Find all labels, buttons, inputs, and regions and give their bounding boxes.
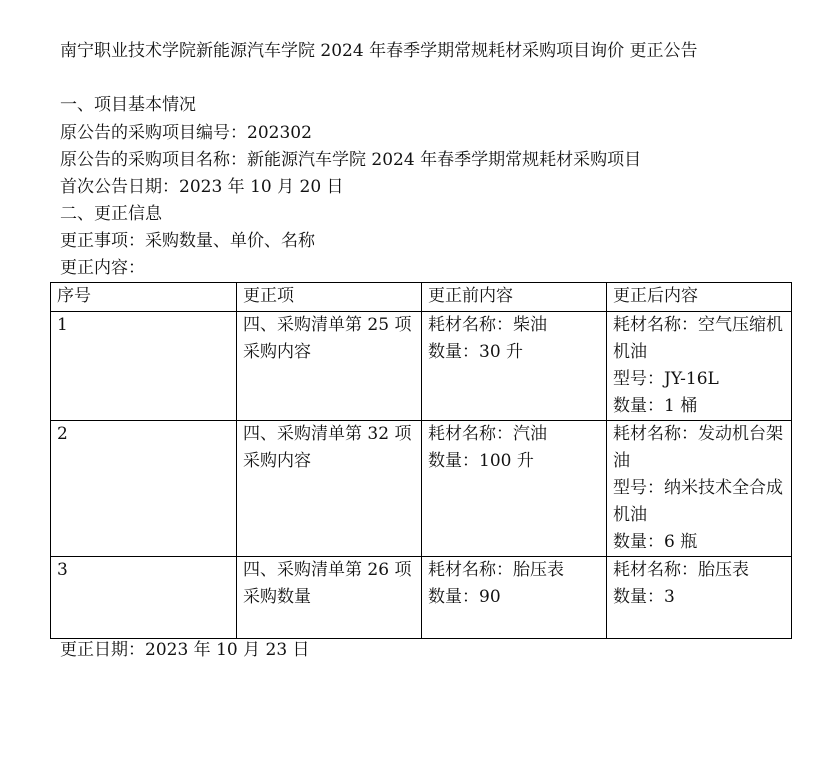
header-no: 序号	[51, 283, 237, 312]
row-after-content	[607, 312, 792, 421]
header-before: 更正前内容	[422, 283, 607, 312]
after-line: 数量：1 桶	[613, 396, 698, 416]
before-line: 数量：100 升	[428, 451, 534, 471]
after-line: 型号：JY-16L	[613, 369, 719, 389]
project-number-line: 原公告的采购项目编号：202302	[60, 123, 312, 143]
row-correction-item: 四、采购清单第 26 项采购数量	[237, 557, 422, 639]
row-number: 2	[51, 421, 237, 557]
row-after-content	[607, 421, 792, 557]
section2-heading: 二、更正信息	[60, 204, 162, 224]
row-before-content	[422, 421, 607, 557]
before-line: 数量：90	[428, 587, 501, 607]
row-number: 1	[51, 312, 237, 421]
row-correction-item: 四、采购清单第 25 项采购内容	[237, 312, 422, 421]
project-name-line: 原公告的采购项目名称：新能源汽车学院 2024 年春季学期常规耗材采购项目	[60, 150, 642, 170]
header-after: 更正后内容	[607, 283, 792, 312]
row-correction-item: 四、采购清单第 32 项采购内容	[237, 421, 422, 557]
correction-table	[50, 282, 792, 639]
before-line: 数量：30 升	[428, 342, 524, 362]
before-line: 耗材名称：胎压表	[428, 560, 564, 580]
correction-date-line: 更正日期：2023 年 10 月 23 日	[60, 640, 310, 660]
after-line: 数量：6 瓶	[613, 532, 698, 552]
after-line: 耗材名称：空气压缩机机油	[613, 315, 783, 362]
correction-content-line: 更正内容：	[60, 258, 145, 278]
correction-items-line: 更正事项：采购数量、单价、名称	[60, 231, 315, 251]
first-announcement-date-line: 首次公告日期：2023 年 10 月 20 日	[60, 177, 344, 197]
table-row	[51, 557, 792, 639]
table-row	[51, 312, 792, 421]
table-header-row	[51, 283, 792, 312]
after-line: 耗材名称：发动机台架油	[613, 424, 783, 471]
table-row	[51, 421, 792, 557]
document-title: 南宁职业技术学院新能源汽车学院 2024 年春季学期常规耗材采购项目询价 更正公告	[60, 41, 698, 61]
row-before-content	[422, 557, 607, 639]
before-line: 耗材名称：柴油	[428, 315, 547, 335]
row-after-content	[607, 557, 792, 639]
row-before-content	[422, 312, 607, 421]
header-item: 更正项	[237, 283, 422, 312]
section1-heading: 一、项目基本情况	[60, 95, 196, 115]
after-line: 耗材名称：胎压表	[613, 560, 749, 580]
row-number: 3	[51, 557, 237, 639]
before-line: 耗材名称：汽油	[428, 424, 547, 444]
after-line: 数量：3	[613, 587, 675, 607]
after-line: 型号：纳米技术全合成机油	[613, 478, 783, 525]
